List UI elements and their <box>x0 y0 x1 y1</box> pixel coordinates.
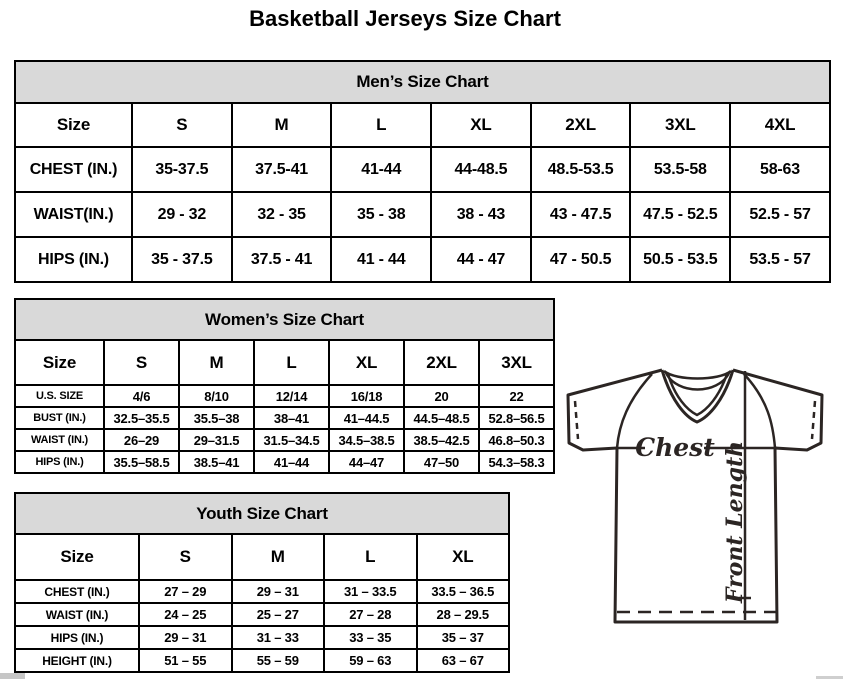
table-title-row <box>15 493 509 534</box>
row-label: HIPS (IN.) <box>15 237 132 282</box>
size-cell: 24 – 25 <box>139 603 232 626</box>
mens-size-chart-table <box>14 60 831 283</box>
column-header: XL <box>329 340 404 385</box>
row-label: U.S. SIZE <box>15 385 104 407</box>
page-title: Basketball Jerseys Size Chart <box>249 6 561 31</box>
youth-table-title: Youth Size Chart <box>15 493 509 534</box>
size-cell: 32.5–35.5 <box>104 407 179 429</box>
row-label: BUST (IN.) <box>15 407 104 429</box>
size-cell: 16/18 <box>329 385 404 407</box>
column-header-row <box>15 340 554 385</box>
table-title-row <box>15 61 830 103</box>
size-cell: 35 - 38 <box>331 192 431 237</box>
youth-size-chart-table <box>14 492 510 673</box>
row-label: WAIST (IN.) <box>15 429 104 451</box>
size-cell: 54.3–58.3 <box>479 451 554 473</box>
size-cell: 41 - 44 <box>331 237 431 282</box>
column-header: M <box>179 340 254 385</box>
size-cell: 50.5 - 53.5 <box>630 237 730 282</box>
column-header: M <box>232 103 332 147</box>
column-header: XL <box>431 103 531 147</box>
column-header: M <box>232 534 325 580</box>
size-cell: 44-48.5 <box>431 147 531 192</box>
size-cell: 31 – 33.5 <box>324 580 417 603</box>
column-header: S <box>139 534 232 580</box>
column-header: S <box>132 103 232 147</box>
table-row <box>15 580 509 603</box>
size-cell: 52.5 - 57 <box>730 192 830 237</box>
size-cell: 35 - 37.5 <box>132 237 232 282</box>
size-cell: 20 <box>404 385 479 407</box>
column-header-row <box>15 534 509 580</box>
chest-label: Chest <box>635 433 715 462</box>
table-row <box>15 237 830 282</box>
table-row <box>15 603 509 626</box>
row-label: WAIST (IN.) <box>15 603 139 626</box>
table-row <box>15 385 554 407</box>
row-label: HEIGHT (IN.) <box>15 649 139 672</box>
size-cell: 35.5–38 <box>179 407 254 429</box>
column-header: L <box>324 534 417 580</box>
size-cell: 38 - 43 <box>431 192 531 237</box>
column-header: Size <box>15 340 104 385</box>
size-cell: 35.5–58.5 <box>104 451 179 473</box>
size-cell: 41-44 <box>331 147 431 192</box>
row-label: CHEST (IN.) <box>15 580 139 603</box>
table-title-row <box>15 299 554 340</box>
size-cell: 44–47 <box>329 451 404 473</box>
size-cell: 27 – 28 <box>324 603 417 626</box>
size-cell: 48.5-53.5 <box>531 147 631 192</box>
size-cell: 51 – 55 <box>139 649 232 672</box>
column-header: 2XL <box>404 340 479 385</box>
size-cell: 52.8–56.5 <box>479 407 554 429</box>
table-row <box>15 626 509 649</box>
size-cell: 41–44.5 <box>329 407 404 429</box>
size-cell: 38.5–42.5 <box>404 429 479 451</box>
table-row <box>15 147 830 192</box>
mens-table-title: Men’s Size Chart <box>15 61 830 103</box>
column-header: L <box>331 103 431 147</box>
size-cell: 28 – 29.5 <box>417 603 510 626</box>
size-cell: 35-37.5 <box>132 147 232 192</box>
size-cell: 43 - 47.5 <box>531 192 631 237</box>
size-cell: 59 – 63 <box>324 649 417 672</box>
size-cell: 35 – 37 <box>417 626 510 649</box>
column-header: L <box>254 340 329 385</box>
size-cell: 29 - 32 <box>132 192 232 237</box>
size-cell: 44.5–48.5 <box>404 407 479 429</box>
table-row <box>15 429 554 451</box>
size-cell: 29 – 31 <box>139 626 232 649</box>
scrollbar-fragment-left <box>0 673 25 679</box>
size-cell: 26–29 <box>104 429 179 451</box>
size-cell: 33.5 – 36.5 <box>417 580 510 603</box>
size-cell: 37.5-41 <box>232 147 332 192</box>
row-label: HIPS (IN.) <box>15 626 139 649</box>
size-cell: 4/6 <box>104 385 179 407</box>
size-cell: 41–44 <box>254 451 329 473</box>
size-cell: 53.5 - 57 <box>730 237 830 282</box>
front-length-label: Front Length <box>722 440 748 604</box>
size-cell: 29 – 31 <box>232 580 325 603</box>
table-row <box>15 192 830 237</box>
size-cell: 25 – 27 <box>232 603 325 626</box>
jersey-diagram <box>558 360 838 625</box>
size-cell: 22 <box>479 385 554 407</box>
size-cell: 55 – 59 <box>232 649 325 672</box>
column-header: Size <box>15 534 139 580</box>
size-cell: 47–50 <box>404 451 479 473</box>
womens-table-title: Women’s Size Chart <box>15 299 554 340</box>
size-cell: 38.5–41 <box>179 451 254 473</box>
jersey-outline-icon <box>568 370 822 622</box>
size-cell: 47 - 50.5 <box>531 237 631 282</box>
column-header: 3XL <box>630 103 730 147</box>
size-cell: 34.5–38.5 <box>329 429 404 451</box>
column-header-row <box>15 103 830 147</box>
table-row <box>15 451 554 473</box>
column-header: 2XL <box>531 103 631 147</box>
column-header: 3XL <box>479 340 554 385</box>
column-header: XL <box>417 534 510 580</box>
size-cell: 63 – 67 <box>417 649 510 672</box>
size-cell: 58-63 <box>730 147 830 192</box>
size-cell: 29–31.5 <box>179 429 254 451</box>
size-cell: 8/10 <box>179 385 254 407</box>
column-header: S <box>104 340 179 385</box>
size-cell: 33 – 35 <box>324 626 417 649</box>
row-label: WAIST(IN.) <box>15 192 132 237</box>
size-cell: 37.5 - 41 <box>232 237 332 282</box>
size-cell: 12/14 <box>254 385 329 407</box>
womens-size-chart-table <box>14 298 555 474</box>
size-cell: 38–41 <box>254 407 329 429</box>
size-cell: 31.5–34.5 <box>254 429 329 451</box>
size-cell: 31 – 33 <box>232 626 325 649</box>
size-cell: 44 - 47 <box>431 237 531 282</box>
column-header: 4XL <box>730 103 830 147</box>
size-cell: 32 - 35 <box>232 192 332 237</box>
row-label: HIPS (IN.) <box>15 451 104 473</box>
size-cell: 27 – 29 <box>139 580 232 603</box>
size-cell: 47.5 - 52.5 <box>630 192 730 237</box>
column-header: Size <box>15 103 132 147</box>
size-cell: 53.5-58 <box>630 147 730 192</box>
table-row <box>15 407 554 429</box>
size-cell: 46.8–50.3 <box>479 429 554 451</box>
table-row <box>15 649 509 672</box>
row-label: CHEST (IN.) <box>15 147 132 192</box>
